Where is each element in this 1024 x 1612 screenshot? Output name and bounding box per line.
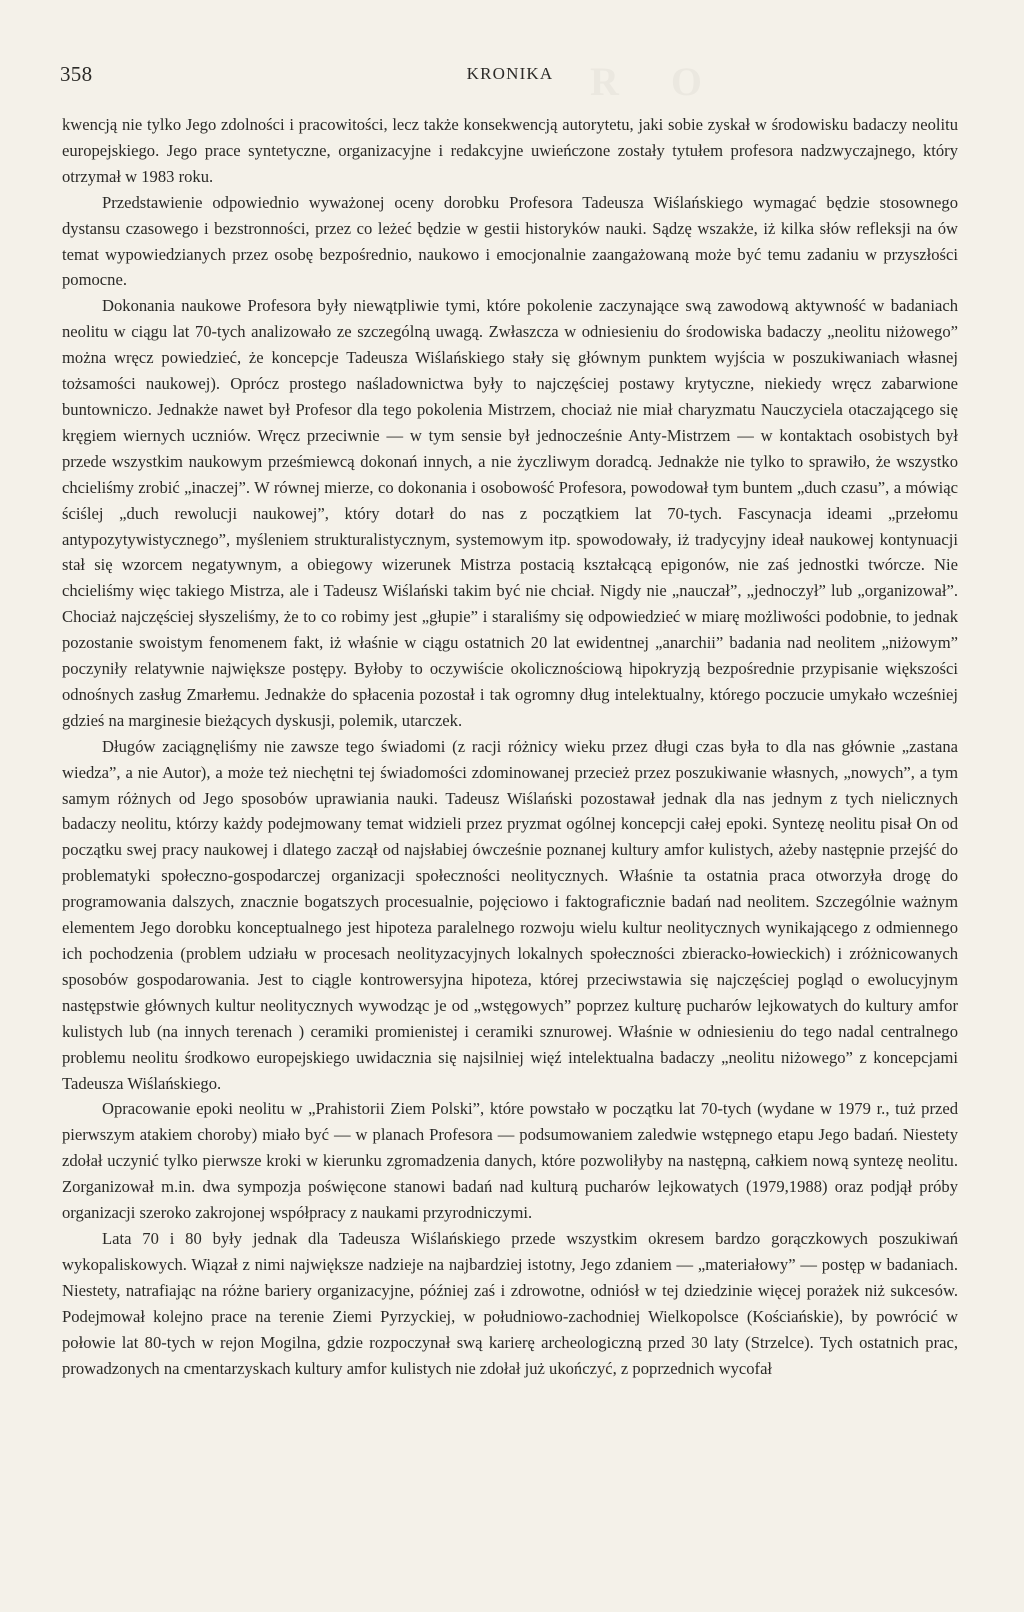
paragraph: Lata 70 i 80 były jednak dla Tadeusza Wiślańskiego przede wszystkim okresem bardzo gorączkowych poszukiwań wykopaliskowych. Wiązał z nimi największe nadzieje na najbardziej istotny, Jego zdaniem — „materiałowy” — postęp w badaniach. Niestety, natrafiając na różne bariery organizacyjne, później zaś i zdrowotne, odniósł w tej dziedzinie więcej porażek niż sukcesów. Podejmował kolejno prace na terenie Ziemi Pyrzyckiej, w południowo-zachodniej Wielkopolsce (Kościańskie), by powrócić w połowie lat 80-tych w rejon Mogilna, gdzie rozpoczynał swą karierę archeologiczną przed 30 laty (Strzelce). Tych ostatnich prac, prowadzonych na cmentarzyskach kultury amfor kulistych nie zdołał już ukończyć, z poprzednich wycofał (62, 1228, 958, 1378)
paragraph: Dokonania naukowe Profesora były niewątpliwie tymi, które pokolenie zaczynające swą zawodową aktywność w badaniach neolitu w ciągu lat 70-tych analizowało ze szczególną uwagą. Zwłaszcza w odniesieniu do środowiska badaczy „neolitu niżowego” można wręcz powiedzieć, że koncepcje Tadeusza Wiślańskiego stały się głównym punktem wyjścia w poszukiwaniach własnej tożsamości naukowej). Oprócz prostego naśladownictwa były to najczęściej postawy krytyczne, niekiedy wręcz zabarwione buntowniczo. Jednakże nawet był Profesor dla tego pokolenia Mistrzem, chociaż nie miał charyzmatu Nauczyciela otaczającego się kręgiem wiernych uczniów. Wręcz przeciwnie — w tym sensie był jednocześnie Anty-Mistrzem — w kontaktach osobistych był przede wszystkim naukowym prześmiewcą dokonań innych, a nie życzliwym doradcą. Jednakże nie tylko to sprawiło, że wszystko chcieliśmy zrobić „inaczej”. W równej mierze, co dokonania i osobowość Profesora, powodował tym buntem „duch czasu”, a mówiąc ściślej „duch rewolucji naukowej”, który dotarł do nas z początkiem lat 70-tych. Fascynacja ideami „przełomu antypozytywistycznego”, myśleniem strukturalistycznym, systemowym itp. spowodowały, iż tradycyjny ideał naukowej kontynuacji stał się wzorcem negatywnym, a obiegowy wizerunek Mistrza postacią kształcącą epigonów, nie zaś jednostki twórcze. Nie chcieliśmy więc takiego Mistrza, ale i Tadeusz Wiślański takim być nie chciał. Nigdy nie „nauczał”, „jednoczył” lub „organizował”. Chociaż najczęściej słyszeliśmy, że to co robimy jest „głupie” i staraliśmy się odpowiedzieć w miarę możliwości podobnie, to jednak pozostanie swoistym fenomenem fakt, iż właśnie w ciągu ostatnich 20 lat ewidentnej „anarchii” badania nad neolitem „niżowym” poczyniły relatywnie największe postępy. Byłoby to oczywiście okolicznościową hipokryzją bezpośrednie przypisanie większości odnośnych zasług Zmarłemu. Jednakże do spłacenia pozostał i tak ogromny dług intelektualny, którego poczucie umykało wcześniej gdzieś na marginesie bieżących dyskusji, polemik, utarczek. (62, 296, 958, 730)
running-head: KRONIKA (466, 64, 554, 83)
paragraph: Długów zaciągnęliśmy nie zawsze tego świadomi (z racji różnicy wieku przez długi czas była to dla nas głównie „zastana wiedza”, a nie Autor), a może też niechętni tej świadomości zdominowanej przecież przez poszukiwanie własnych, „nowych”, a tym samym różnych od Jego sposobów uprawiania nauki. Tadeusz Wiślański pozostawał jednak dla nas jednym z tych nielicznych badaczy neolitu, którzy każdy podejmowany temat widzieli przez pryzmat ogólnej koncepcji całej epoki. Syntezę neolitu pisał On od początku swej pracy naukowej i dlatego zaczął od najsłabiej ówcześnie poznanej kultury amfor kulistych, ażeby następnie przejść do problematyki społeczno-gospodarczej organizacji społeczności neolitycznych. Właśnie ta ostatnia praca otworzyła drogę do programowania dalszych, znacznie bogatszych procesualnie, pojęciowo i faktograficznie badań nad neolitem. Szczególnie ważnym elementem Jego dorobku konceptualnego jest hipoteza paralelnego rozwoju wielu kultur neolitycznych wynikającego z odmiennego ich pochodzenia (problem udziału w procesach neolityzacyjnych lokalnych społeczności zbieracko-łowieckich) i zróżnicowanych sposobów gospodarowania. Jest to ciągle kontrowersyjna hipoteza, której przeciwstawia się najczęściej pogląd o ewolucyjnym następstwie głównych kultur neolitycznych wywodząc je od „wstęgowych” poprzez kulturę pucharów lejkowatych do kultury amfor kulistych lub (na innych terenach ) ceramiki promienistej i ceramiki sznurowej. Właśnie w odniesieniu do tego nadal centralnego problemu neolitu środkowo europejskiego uwidacznia się najsilniej więź intelektualna badaczy „neolitu niżowego” z koncepcjami Tadeusza Wiślańskiego. (62, 736, 958, 1093)
page-header (60, 62, 960, 90)
paragraph: kwencją nie tylko Jego zdolności i pracowitości, lecz także konsekwencją autorytetu, jaki sobie zyskał w środowisku badaczy neolitu europejskiego. Jego prace syntetyczne, organizacyjne i redakcyjne uwieńczone zostały tytułem profesora nadzwyczajnego, który otrzymał w 1983 roku. (62, 115, 958, 186)
paragraph: Opracowanie epoki neolitu w „Prahistorii Ziem Polski”, które powstało w początku lat 70-tych (wydane w 1979 r., tuż przed pierwszym atakiem choroby) miało być — w planach Profesora — podsumowaniem zaledwie wstępnego etapu Jego badań. Niestety zdołał uczynić tylko pierwsze kroki w kierunku zgromadzenia danych, które pozwoliłyby na następną, całkiem nową syntezę neolitu. Zorganizował m.in. dwa sympozja poświęcone stanowi badań nad kulturą pucharów lejkowatych (1979,1988) oraz podjął próby organizacji szeroko zakrojonej współpracy z naukami przyrodniczymi. (62, 1099, 958, 1223)
paragraph: Przedstawienie odpowiednio wyważonej oceny dorobku Profesora Tadeusza Wiślańskiego wymagać będzie stosownego dystansu czasowego i bezstronności, przez co leżeć będzie w gestii historyków nauki. Sądzę wszakże, iż kilka słów refleksji na ów temat wypowiedzianych przez osobę bezpośrednio, naukowo i emocjonalnie zaangażowaną może być temu zadaniu w przyszłości pomocne. (62, 192, 958, 290)
page-number: 358 (60, 62, 93, 86)
body-text (62, 112, 958, 1381)
